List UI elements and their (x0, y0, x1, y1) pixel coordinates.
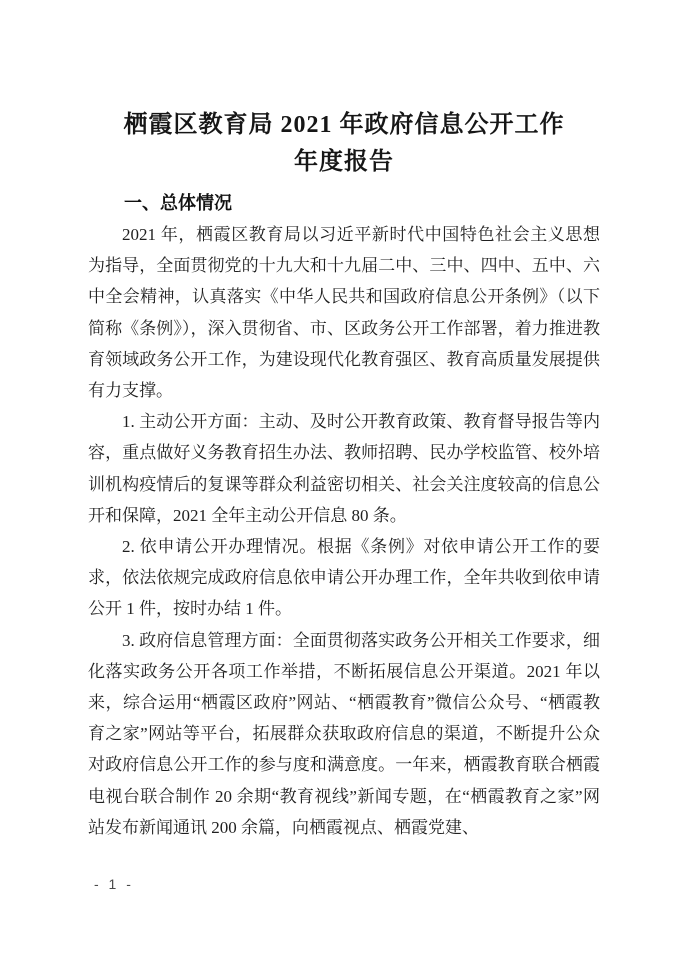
page-number: - 1 - (94, 876, 134, 892)
document-content (88, 107, 600, 843)
section-heading-overall-situation: 一、总体情况 (124, 193, 232, 213)
document-title (88, 107, 600, 181)
paragraph-information-management: 3. 政府信息管理方面：全面贯彻落实政务公开相关工作要求，细化落实政务公开各项工作举措，不断拓展信息公开渠道。2021 年以来，综合运用“栖霞区政府”网站、“栖霞教育”微信公众号、“栖霞教育之家”网站等平台，拓展群众获取政府信息的渠道，不断提升公众对政府信息公开工作的参与度和满意度。一年来，栖霞教育联合栖霞电视台联合制作 20 余期“教育视线”新闻专题，在“栖霞教育之家”网站发布新闻通讯 200 余篇，向栖霞视点、栖霞党建、 (88, 630, 600, 837)
document-title-line1: 栖霞区教育局 2021 年政府信息公开工作 (123, 112, 565, 138)
paragraph-disclosure-upon-request: 2. 依申请公开办理情况。根据《条例》对依申请公开工作的要求，依法依规完成政府信息依申请公开办理工作，全年共收到依申请公开 1 件，按时办结 1 件。 (88, 537, 600, 619)
document-title-line2: 年度报告 (294, 149, 394, 175)
paragraph-proactive-disclosure: 1. 主动公开方面：主动、及时公开教育政策、教育督导报告等内容，重点做好义务教育招生办法、教师招聘、民办学校监管、校外培训机构疫情后的复课等群众利益密切相关、社会关注度较高的信息公开和保障，2021 全年主动公开信息 80 条。 (88, 412, 600, 525)
paragraph-intro: 2021 年，栖霞区教育局以习近平新时代中国特色社会主义思想为指导，全面贯彻党的十九大和十九届二中、三中、四中、五中、六中全会精神，认真落实《中华人民共和国政府信息公开条例》（以下简称《条例》），深入贯彻省、市、区政务公开工作部署，着力推进教育领域政务公开工作，为建设现代化教育强区、教育高质量发展提供有力支撑。 (88, 225, 600, 401)
